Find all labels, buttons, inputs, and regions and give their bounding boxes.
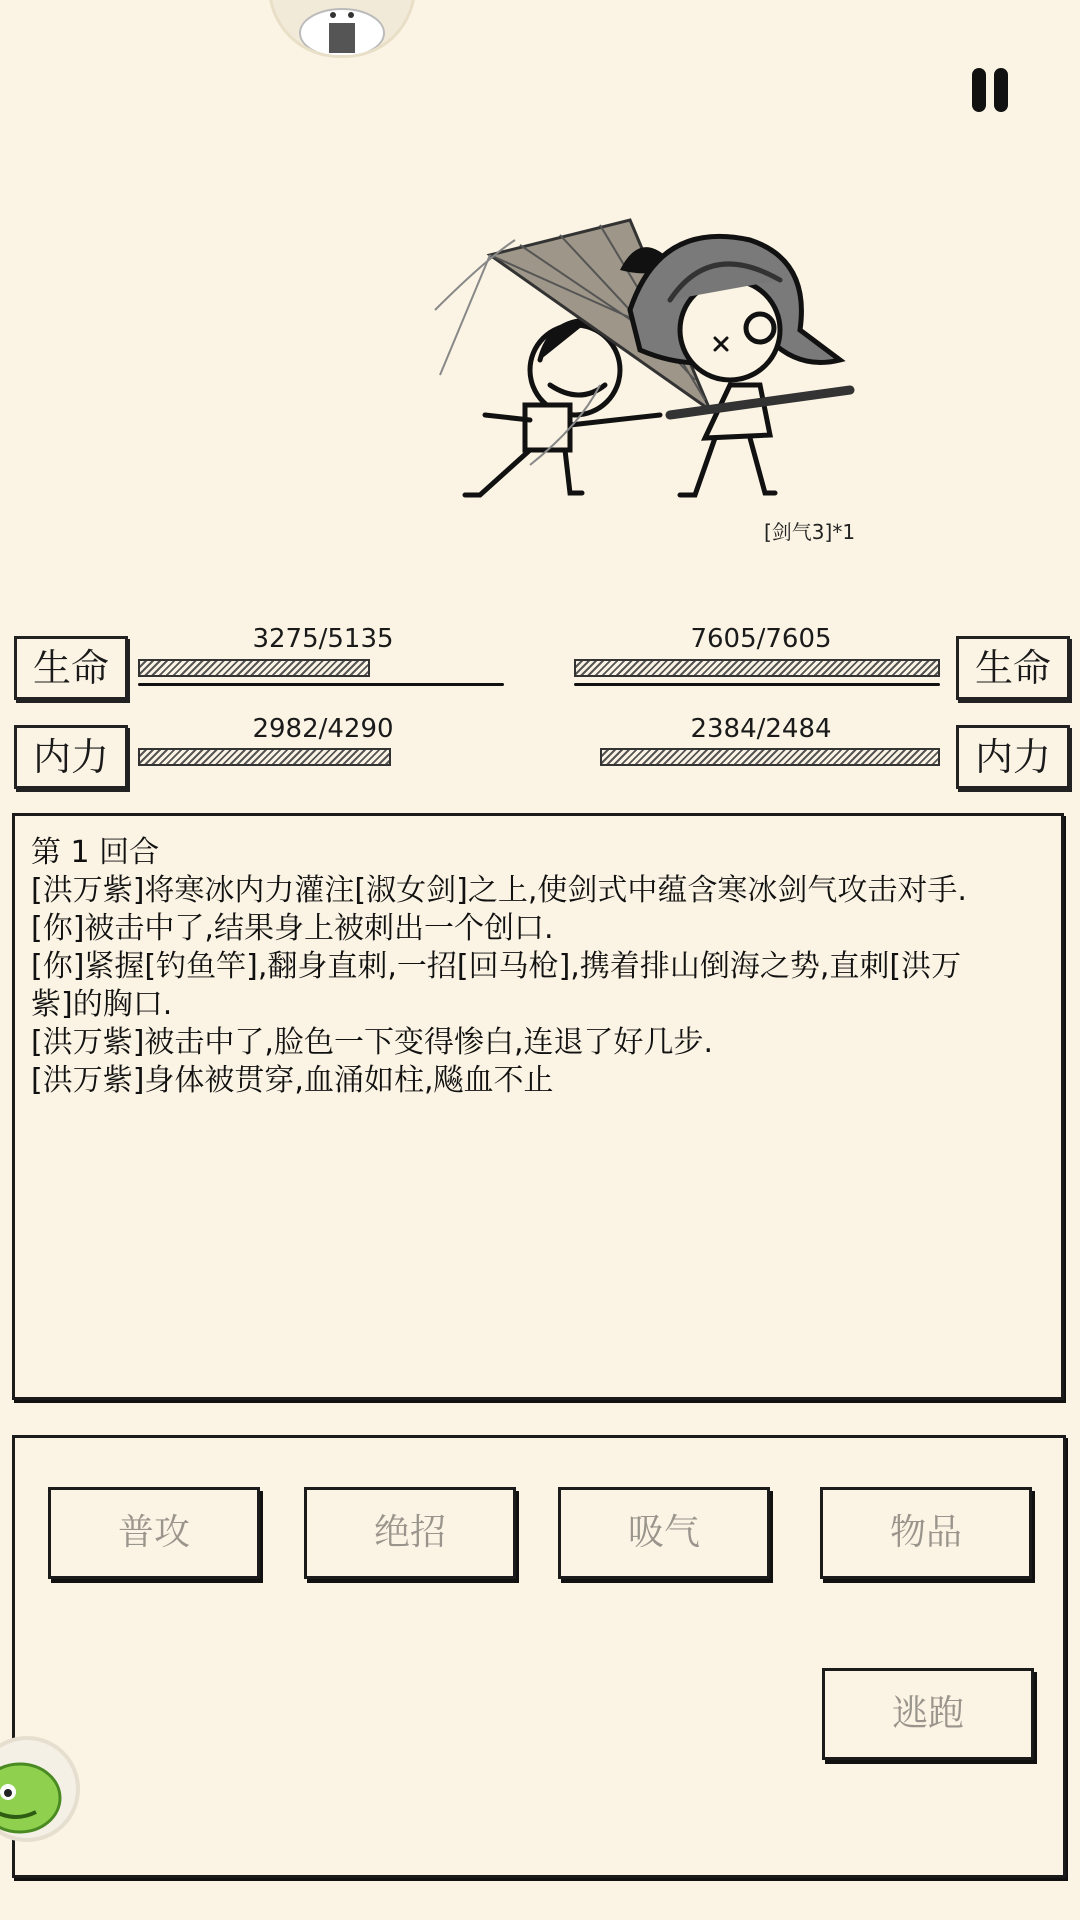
enemy-hp-bar <box>574 659 940 677</box>
player-hp-bar <box>138 659 502 677</box>
ultimate-button[interactable]: 绝招 <box>304 1487 516 1579</box>
log-line: 紫]的胸口. <box>31 987 173 1022</box>
player-hp-bar-line <box>138 683 504 686</box>
buff-label: [剑气3]*1 <box>764 520 856 544</box>
enemy-mp-value: 2384/2484 <box>690 714 832 744</box>
player-mp-value: 2982/4290 <box>252 714 394 744</box>
log-line: [洪万紫]将寒冰内力灌注[淑女剑]之上,使剑式中蕴含寒冰剑气攻击对手. <box>31 873 967 908</box>
log-line: [你]被击中了,结果身上被刺出一个创口. <box>31 911 554 946</box>
enemy-hp-value: 7605/7605 <box>690 624 832 654</box>
top-avatar-icon[interactable] <box>268 0 416 58</box>
enemy-mp-bar <box>586 748 940 766</box>
log-line: [洪万紫]身体被贯穿,血涌如柱,飚血不止 <box>31 1063 554 1098</box>
absorb-qi-button[interactable]: 吸气 <box>558 1487 770 1579</box>
pause-icon-bar <box>994 68 1008 112</box>
battle-log-panel[interactable] <box>12 813 1064 1400</box>
enemy-hp-bar-line <box>574 683 940 686</box>
enemy-mp-label: 内力 <box>956 725 1070 789</box>
player-mp-label: 内力 <box>14 725 128 789</box>
log-line: [你]紧握[钓鱼竿],翻身直刺,一招[回马枪],携着排山倒海之势,直刺[洪万 <box>31 949 962 984</box>
player-hp-bar-fill <box>138 659 370 677</box>
enemy-mp-bar-fill <box>600 748 940 766</box>
player-hp-value: 3275/5135 <box>252 624 394 654</box>
log-line: [洪万紫]被击中了,脸色一下变得惨白,连退了好几步. <box>31 1025 714 1060</box>
attack-button[interactable]: 普攻 <box>48 1487 260 1579</box>
player-mp-bar-fill <box>138 748 391 766</box>
enemy-hp-label: 生命 <box>956 636 1070 700</box>
items-button[interactable]: 物品 <box>820 1487 1032 1579</box>
pause-button[interactable] <box>968 66 1012 116</box>
flee-button[interactable]: 逃跑 <box>822 1668 1034 1760</box>
log-line: 第 1 回合 <box>31 835 160 870</box>
player-hp-label: 生命 <box>14 636 128 700</box>
player-mp-bar <box>138 748 502 766</box>
pause-icon <box>972 68 986 112</box>
battle-scene-illustration <box>430 210 910 510</box>
enemy-hp-bar-fill <box>574 659 940 677</box>
